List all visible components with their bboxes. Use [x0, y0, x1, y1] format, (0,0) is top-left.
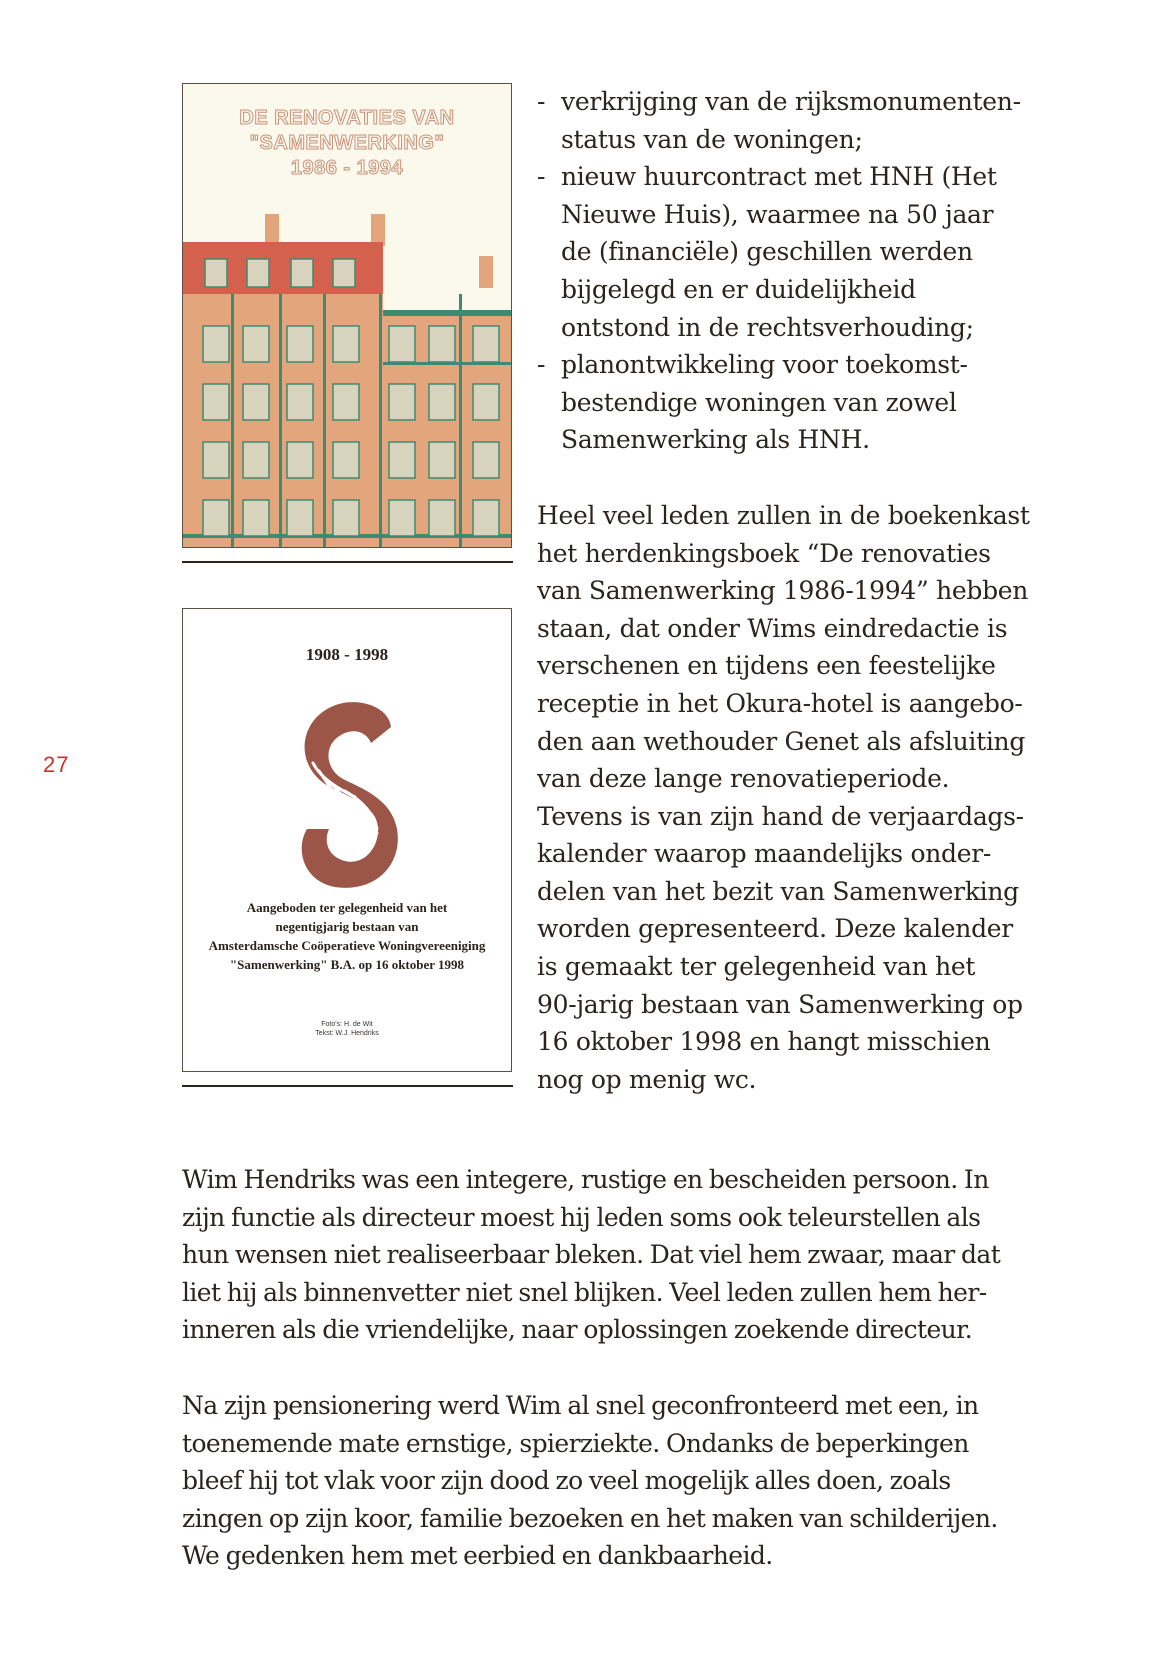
- text-line: den aan wethouder Genet als afsluiting: [537, 726, 1026, 756]
- window: [473, 442, 499, 478]
- bullet-item: [537, 346, 1057, 459]
- window: [473, 326, 499, 362]
- text-line: toenemende mate ernstige, spierziekte. Ondanks de beperkingen: [182, 1428, 969, 1458]
- text-line: worden gepresenteerd. Deze kalender: [537, 914, 1013, 944]
- character-paragraph: [182, 1161, 1062, 1349]
- bullet-list: [537, 83, 1057, 459]
- window: [287, 500, 313, 536]
- cover-title-line: DE RENOVATIES VAN: [239, 107, 455, 129]
- window: [429, 442, 455, 478]
- text-line: kalender waarop maandelijks onder-: [537, 839, 992, 869]
- window: [473, 384, 499, 420]
- window: [243, 442, 269, 478]
- dormer-window: [291, 259, 313, 287]
- pilaster: [279, 294, 282, 548]
- window: [389, 442, 415, 478]
- text-line: nieuw huurcontract met HNH (Het: [561, 162, 997, 192]
- window: [203, 500, 229, 536]
- text-line: status van de woningen;: [561, 124, 863, 154]
- text-line: Samenwerking als HNH.: [561, 425, 870, 455]
- text-line: het herdenkingsboek “De renovaties: [537, 538, 991, 568]
- text-line: 16 oktober 1998 en hangt misschien: [537, 1027, 991, 1057]
- text-line: bestendige woningen van zowel: [561, 387, 957, 417]
- renovation-book-cover-image: [182, 83, 512, 548]
- cornice: [383, 310, 512, 316]
- dormer-window: [205, 259, 227, 287]
- text-line: van deze lange renovatieperiode.: [537, 764, 950, 794]
- text-line: planontwikkeling voor toekomst-: [561, 350, 968, 380]
- window: [333, 500, 359, 536]
- chimney: [371, 214, 385, 246]
- text-line: Nieuwe Huis), waarmee na 50 jaar: [561, 199, 994, 229]
- text-line: is gemaakt ter gelegenheid van het: [537, 952, 976, 982]
- anniversary-caption: [183, 898, 511, 974]
- text-line: Tevens is van zijn hand de verjaardags-: [537, 801, 1024, 831]
- window: [203, 442, 229, 478]
- window: [203, 384, 229, 420]
- text-line: bleef hij tot vlak voor zijn dood zo veel mogelijk alles doen, zoals: [182, 1466, 951, 1496]
- cover-title-line: 1986 - 1994: [290, 157, 404, 179]
- remembrance-paragraph: [182, 1387, 1062, 1575]
- right-column-text: [537, 83, 1057, 1098]
- bullet-dash: -: [537, 87, 546, 116]
- text-line: bijgelegd en er duidelijkheid: [561, 274, 916, 304]
- pilaster: [459, 294, 462, 548]
- text-line: staan, dat onder Wims eindredactie is: [537, 613, 1008, 643]
- text-line: hun wensen niet realiseerbaar bleken. Dat viel hem zwaar, maar dat: [182, 1240, 1001, 1270]
- window: [389, 500, 415, 536]
- caption-line: Aangeboden ter gelegenheid van het: [246, 900, 448, 915]
- window: [203, 326, 229, 362]
- dormer-window: [247, 259, 269, 287]
- window: [429, 326, 455, 362]
- text-line: ontstond in de rechtsverhouding;: [561, 312, 974, 342]
- text-line: verschenen en tijdens een feestelijke: [537, 651, 996, 681]
- text-line: zingen op zijn koor, familie bezoeken en het maken van schilderijen.: [182, 1503, 998, 1533]
- chimney: [479, 256, 493, 288]
- window: [287, 326, 313, 362]
- text-line: receptie in het Okura-hotel is aangebo-: [537, 688, 1023, 718]
- pilaster: [379, 294, 382, 548]
- text-line: We gedenken hem met eerbied en dankbaarheid.: [182, 1541, 773, 1571]
- window: [389, 384, 415, 420]
- figure-divider: [182, 1085, 513, 1087]
- anniversary-years: 1908 - 1998: [305, 645, 389, 664]
- credit-line: Foto's: H. de Wit: [321, 1021, 373, 1028]
- window: [287, 384, 313, 420]
- text-line: delen van het bezit van Samenwerking: [537, 876, 1019, 906]
- anniversary-booklet-cover-image: [182, 608, 512, 1072]
- bullet-item: [537, 83, 1057, 158]
- pilaster: [323, 294, 326, 548]
- anniversary-credits: [183, 1020, 511, 1038]
- text-line: verkrijging van de rijksmonumenten-: [561, 87, 1021, 116]
- caption-line: "Samenwerking" B.A. op 16 oktober 1998: [229, 957, 465, 972]
- bullet-dash: -: [537, 162, 546, 192]
- chimney: [265, 214, 279, 246]
- text-line: 90-jarig bestaan van Samenwerking op: [537, 989, 1023, 1019]
- text-line: Heel veel leden zullen in de boekenkast: [537, 500, 1030, 530]
- book-and-calendar-paragraph: [537, 497, 1057, 1099]
- window: [287, 442, 313, 478]
- window: [473, 500, 499, 536]
- text-line: liet hij als binnenvetter niet snel blijken. Veel leden zullen hem her-: [182, 1277, 987, 1307]
- text-line: van Samenwerking 1986-1994” hebben: [537, 576, 1029, 606]
- text-line: zijn functie als directeur moest hij leden soms ook teleurstellen als: [182, 1202, 981, 1232]
- page-number: 27: [43, 752, 70, 777]
- window: [429, 384, 455, 420]
- window: [389, 326, 415, 362]
- text-line: Wim Hendriks was een integere, rustige en bescheiden persoon. In: [182, 1165, 989, 1194]
- credit-line: Tekst: W.J. Hendriks: [315, 1030, 379, 1037]
- cover-title: [183, 106, 511, 181]
- window: [243, 384, 269, 420]
- caption-line: negentigjarig bestaan van: [275, 919, 419, 934]
- figure-divider: [182, 561, 513, 563]
- window: [333, 326, 359, 362]
- pilaster: [231, 294, 234, 548]
- window: [333, 442, 359, 478]
- text-line: de (financiële) geschillen werden: [561, 237, 973, 267]
- text-line: Na zijn pensionering werd Wim al snel geconfronteerd met een, in: [182, 1391, 979, 1420]
- text-line: nog op menig wc.: [537, 1064, 757, 1094]
- text-line: inneren als die vriendelijke, naar oplossingen zoekende directeur.: [182, 1315, 973, 1345]
- caption-line: Amsterdamsche Coöperatieve Woningvereeniging: [208, 938, 486, 953]
- cover-title-line: "SAMENWERKING": [249, 132, 445, 154]
- window: [243, 326, 269, 362]
- building-facade-illustration: [183, 214, 512, 548]
- dormer-window: [333, 259, 355, 287]
- window: [243, 500, 269, 536]
- window: [333, 384, 359, 420]
- bullet-item: [537, 158, 1057, 346]
- bullet-dash: -: [537, 350, 546, 380]
- samenwerking-hands-logo-icon: [293, 699, 403, 889]
- window: [429, 500, 455, 536]
